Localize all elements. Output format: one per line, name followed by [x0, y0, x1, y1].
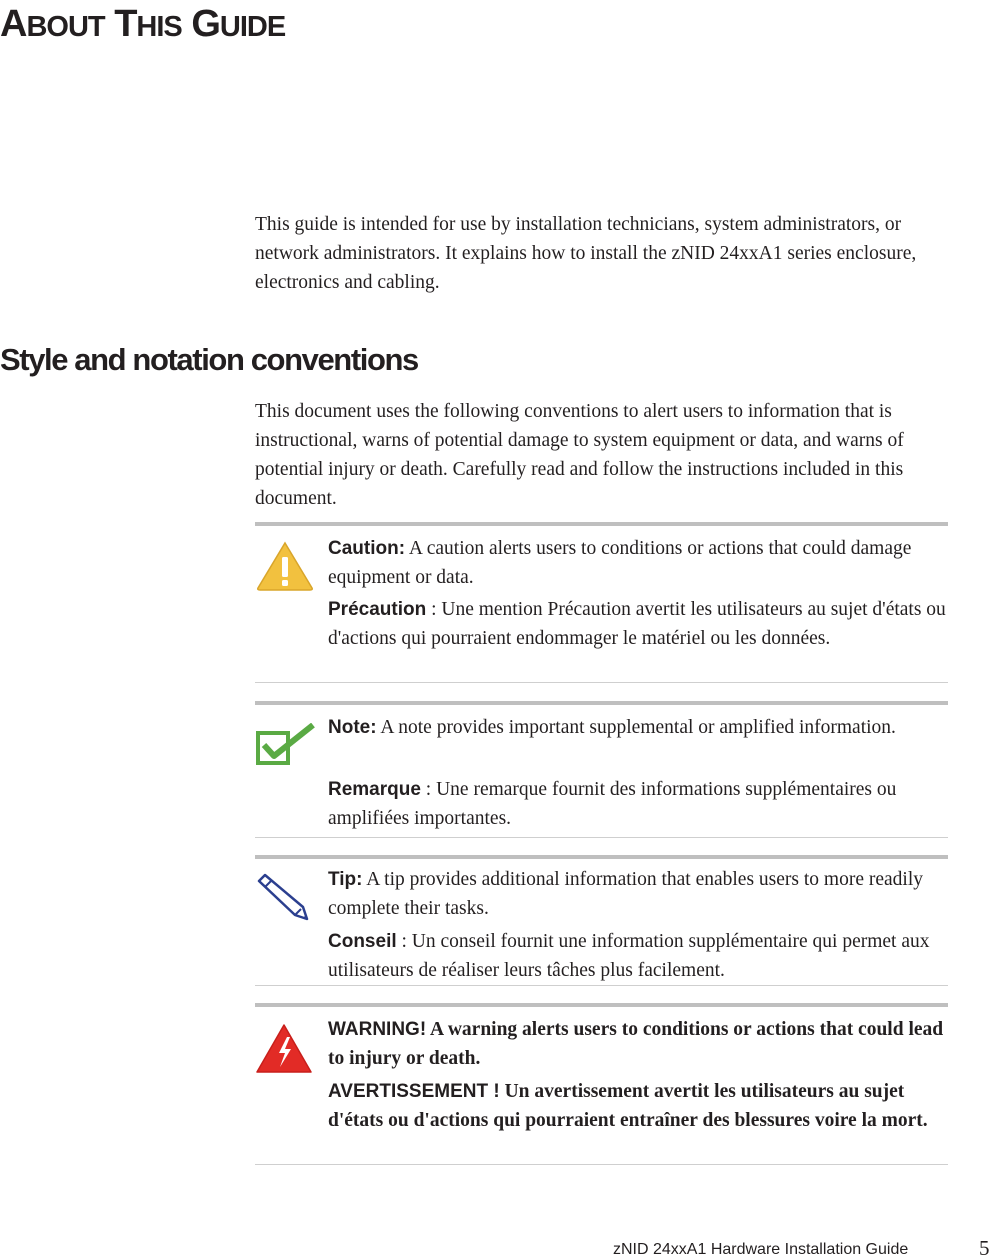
footer-doc-title: zNID 24xxA1 Hardware Installation Guide — [613, 1241, 909, 1258]
divider — [255, 985, 948, 986]
warning-notice — [255, 1003, 948, 1169]
note-checkmark-icon — [255, 723, 317, 765]
conventions-paragraph: This document uses the following conventions to alert users to information that is instructional, warns of potential damage to system equipment or data, and warns of potential injury or death. Carefully read and follow the instructions included in this document. — [255, 401, 904, 509]
caution-english: Caution: A caution alerts users to conditions or actions that could damage equipment or data. — [328, 538, 912, 588]
conseil-label: Conseil — [328, 931, 397, 952]
tip-notice — [255, 855, 948, 990]
precaution-label: Précaution — [328, 599, 427, 620]
page-number: 5 — [979, 1236, 990, 1260]
remarque-label: Remarque — [328, 779, 421, 800]
tip-english: Tip: A tip provides additional information that enables users to more readily complete their tasks. — [328, 869, 923, 919]
tip-french: Conseil : Un conseil fournit une information supplémentaire qui permet aux utilisateurs de réaliser leurs tâches plus facilement. — [328, 931, 930, 981]
warning-lightning-icon — [255, 1023, 313, 1075]
tip-label: Tip: — [328, 869, 363, 890]
caution-triangle-icon — [255, 540, 315, 592]
warning-english: WARNING! A warning alerts users to conditions or actions that could lead to injury or death. — [328, 1019, 944, 1069]
intro-paragraph: This guide is intended for use by installation technicians, system administrators, or network administrators. It explains how to install the zNID 24xxA1 series enclosure, electronics and cabling. — [255, 214, 917, 293]
divider — [255, 1164, 948, 1165]
note-french: Remarque : Une remarque fournit des informations supplémentaires ou amplifiées importantes. — [328, 779, 897, 829]
note-label: Note: — [328, 717, 377, 738]
note-notice — [255, 701, 948, 842]
section-heading: Style and notation conventions — [0, 342, 418, 377]
avertissement-label: AVERTISSEMENT ! — [328, 1081, 500, 1102]
warning-french: AVERTISSEMENT ! Un avertissement avertit les utilisateurs au sujet d'états ou d'actions qui pourraient entraîner des blessures voire la mort. — [328, 1081, 928, 1131]
caution-notice — [255, 522, 948, 686]
divider — [255, 837, 948, 838]
caution-french: Précaution : Une mention Précaution avertit les utilisateurs au sujet d'états ou d'actions qui pourraient endommager le matériel ou les données. — [328, 599, 946, 649]
caution-label: Caution: — [328, 538, 406, 559]
page-title: ABOUT THIS GUIDE — [0, 3, 286, 45]
divider — [255, 682, 948, 683]
tip-pencil-icon — [255, 873, 311, 923]
note-english: Note: A note provides important supplemental or amplified information. — [328, 717, 896, 738]
warning-label: WARNING! — [328, 1019, 427, 1040]
